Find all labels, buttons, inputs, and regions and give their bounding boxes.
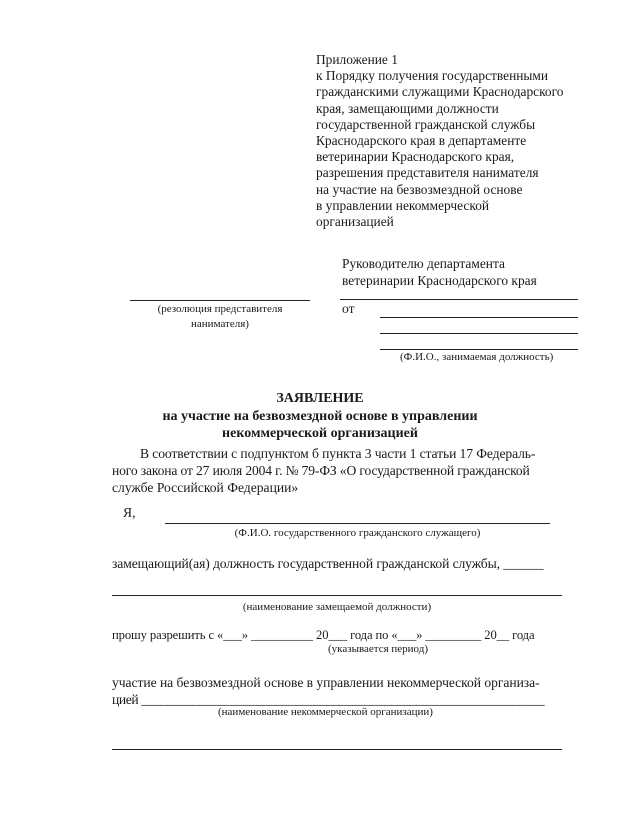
position-caption: (наименование замещаемой должности) [242, 601, 432, 613]
request-period-line: прошу разрешить с «___» __________ 20___ года по «___» _________ 20__ года [112, 628, 535, 642]
appendix-line: ветеринарии Краснодарского края, [316, 149, 515, 165]
appendix-line: Приложение 1 [316, 52, 398, 67]
employee-name-field[interactable] [165, 523, 550, 524]
paragraph-line-1: В соответствии с подпунктом б пункта 3 части 1 статьи 17 Федераль- [140, 446, 536, 461]
employee-name-caption: (Ф.И.О. государственного гражданского служащего) [234, 527, 481, 539]
paragraph-line-2: ного закона от 27 июля 2004 г. № 79-ФЗ «О государственной гражданской [112, 463, 530, 478]
from-position-field[interactable] [380, 333, 578, 334]
participation-line-1: участие на безвозмездной основе в управлении некоммерческой организа- [112, 675, 540, 690]
addressee-line: Руководителю департамента [342, 256, 505, 271]
appendix-line: организацией [316, 214, 394, 230]
document-subtitle-1: на участие на безвозмездной основе в управлении [162, 409, 478, 424]
document-subtitle-2: некоммерческой организацией [222, 426, 418, 441]
addressee-line-blank[interactable] [340, 299, 578, 300]
ya-label: Я, [123, 505, 136, 520]
addressee-block [342, 255, 537, 289]
appendix-line: разрешения представителя нанимателя [316, 165, 539, 181]
appendix-line: на участие на безвозмездной основе [316, 181, 523, 197]
addressee-line: ветеринарии Краснодарского края [342, 273, 537, 288]
appendix-line: гражданскими служащими Краснодарского [316, 84, 564, 100]
appendix-line: Краснодарского края в департаменте [316, 133, 527, 149]
document-title: ЗАЯВЛЕНИЕ [276, 391, 364, 406]
from-name-field[interactable] [380, 317, 578, 318]
from-caption: (Ф.И.О., занимаемая должность) [400, 351, 554, 363]
additional-info-field[interactable] [112, 749, 562, 750]
position-name-field[interactable] [112, 595, 562, 596]
resolution-line[interactable] [130, 300, 310, 301]
appendix-line: в управлении некоммерческой [316, 197, 490, 213]
appendix-line: края, замещающими должности [316, 100, 499, 116]
participation-line-2: цией _______________________________________________________________ [112, 692, 545, 707]
from-extra-field[interactable] [380, 349, 578, 350]
appendix-line: государственной гражданской службы [316, 116, 536, 132]
appendix-block [316, 52, 563, 230]
request-period-caption: (указывается период) [328, 643, 429, 655]
appendix-line: к Порядку получения государственными [316, 68, 549, 84]
from-label: от [342, 301, 355, 316]
paragraph-line-3: службе Российской Федерации» [112, 480, 299, 495]
resolution-caption-2: нанимателя) [191, 318, 249, 330]
organization-caption: (наименование некоммерческой организации) [218, 706, 433, 718]
resolution-caption-1: (резолюция представителя [157, 303, 283, 315]
position-line: замещающий(ая) должность государственной гражданской службы, ______ [112, 556, 544, 571]
